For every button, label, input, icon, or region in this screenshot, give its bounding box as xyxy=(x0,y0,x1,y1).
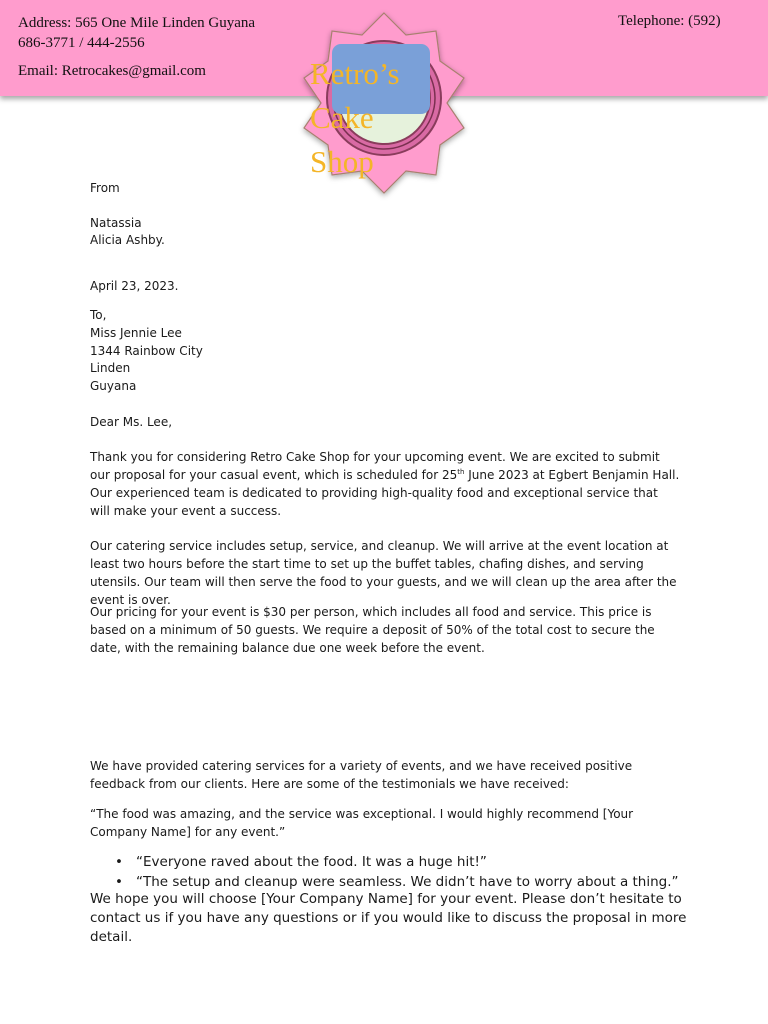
testimonial-quote: “The food was amazing, and the service was exceptional. I would highly recommend [Your Company Name] for any event.” xyxy=(90,807,634,839)
list-item xyxy=(90,872,690,892)
recipient-line: Miss Jennie Lee xyxy=(90,326,182,340)
service-paragraph: Our catering service includes setup, service, and cleanup. We will arrive at the event location at least two hours before the start time to set up the buffet tables, chafing dishes, and serving utensils. Our team will then serve the food to your guests, and we will clean up the area after the event is over. xyxy=(90,539,677,607)
recipient-line: 1344 Rainbow City xyxy=(90,344,203,358)
sender-surname: Alicia Ashby. xyxy=(90,233,165,247)
from-label: From xyxy=(90,181,120,195)
intro-paragraph: Thank you for considering Retro Cake Shop for your upcoming event. We are excited to submit our proposal for your casual event, which is scheduled for 25th June 2023 at Egbert Benjamin Hall. Our experienced team is dedicated to providing high-quality food and exceptional service that will make your event a success. xyxy=(90,450,680,518)
recipient-line: Guyana xyxy=(90,379,137,393)
bullet-icon: • xyxy=(115,874,123,890)
address-line: Address: 565 One Mile Linden Guyana xyxy=(18,15,256,31)
letterhead-email: Email: Retrocakes@gmail.com xyxy=(18,63,206,79)
list-item-text: “Everyone raved about the food. It was a huge hit!” xyxy=(136,854,487,870)
pricing-paragraph: Our pricing for your event is $30 per person, which includes all food and service. This price is based on a minimum of 50 guests. We require a deposit of 50% of the total cost to secure the date, with the remaining balance due one week before the event. xyxy=(90,605,655,655)
logo-text: Retro’s Cake Shop xyxy=(310,56,400,179)
testimonial-list xyxy=(90,852,690,892)
list-item-text: “The setup and cleanup were seamless. We didn’t have to worry about a thing.” xyxy=(136,874,679,890)
letterhead-address xyxy=(18,13,318,53)
bullet-icon: • xyxy=(115,854,123,870)
salutation: Dear Ms. Lee, xyxy=(90,415,173,429)
feedback-paragraph: We have provided catering services for a variety of events, and we have received positive feedback from our clients. Here are some of the testimonials we have received: xyxy=(90,759,633,791)
letterhead-telephone: Telephone: (592) xyxy=(618,13,721,29)
letter-date: April 23, 2023. xyxy=(90,279,179,293)
phone-numbers: 686-3771 / 444-2556 xyxy=(18,35,145,51)
recipient-line: Linden xyxy=(90,361,131,375)
sender-name: Natassia xyxy=(90,216,142,230)
list-item xyxy=(90,852,690,872)
closing-paragraph: We hope you will choose [Your Company Name] for your event. Please don’t hesitate to contact us if you have any questions or if you would like to discuss the proposal in more detail. xyxy=(90,891,687,945)
to-label: To, xyxy=(90,308,107,322)
